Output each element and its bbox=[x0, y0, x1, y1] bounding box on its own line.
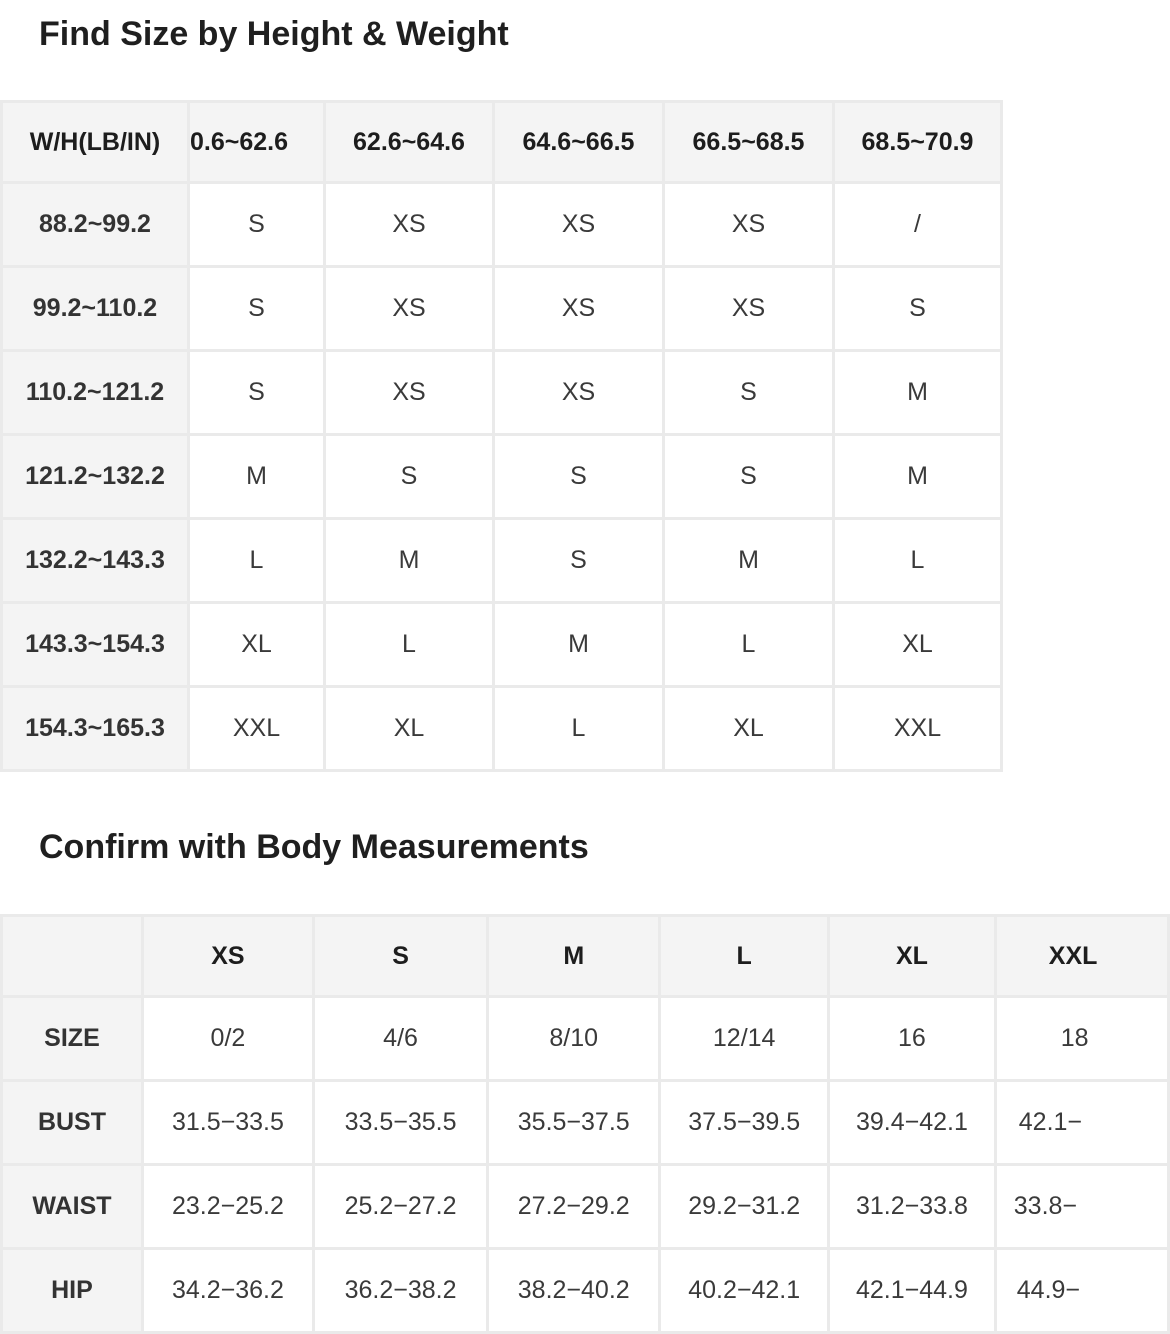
size-cell: XXL bbox=[835, 688, 1003, 772]
height-header: 68.5~70.9 bbox=[835, 100, 1003, 184]
body-measurements-table-container bbox=[0, 914, 1098, 1333]
body-measurements-table bbox=[0, 914, 1170, 1334]
size-header: XS bbox=[144, 914, 315, 998]
size-cell: L bbox=[190, 520, 326, 604]
size-cell: M bbox=[835, 352, 1003, 436]
size-cell: M bbox=[495, 604, 665, 688]
size-cell: S bbox=[835, 268, 1003, 352]
size-cell: S bbox=[326, 436, 495, 520]
measurement-cell: 35.5−37.5 bbox=[489, 1082, 661, 1166]
height-weight-table-container bbox=[0, 100, 1000, 774]
corner-header bbox=[0, 914, 144, 998]
measurement-cell: 40.2−42.1 bbox=[661, 1250, 830, 1334]
measurement-cell: 29.2−31.2 bbox=[661, 1166, 830, 1250]
size-cell: M bbox=[326, 520, 495, 604]
size-cell: XS bbox=[495, 268, 665, 352]
size-cell: S bbox=[190, 268, 326, 352]
height-header: 66.5~68.5 bbox=[665, 100, 835, 184]
table-header-row bbox=[0, 914, 1170, 998]
size-cell: S bbox=[495, 520, 665, 604]
size-cell: M bbox=[665, 520, 835, 604]
section-title-body-measurements: Confirm with Body Measurements bbox=[39, 828, 589, 866]
size-cell: XL bbox=[190, 604, 326, 688]
height-header: 62.6~64.6 bbox=[326, 100, 495, 184]
table-row bbox=[0, 352, 1003, 436]
size-cell: S bbox=[190, 352, 326, 436]
table-row bbox=[0, 998, 1170, 1082]
table-row bbox=[0, 604, 1003, 688]
size-cell: XS bbox=[665, 268, 835, 352]
measurement-cell: 12/14 bbox=[661, 998, 830, 1082]
measurement-cell: 39.4−42.1 bbox=[830, 1082, 997, 1166]
measurement-label: HIP bbox=[0, 1250, 144, 1334]
measurement-cell: 36.2−38.2 bbox=[315, 1250, 489, 1334]
section-title-height-weight: Find Size by Height & Weight bbox=[39, 15, 509, 53]
size-cell: XS bbox=[326, 184, 495, 268]
weight-label: 132.2~143.3 bbox=[0, 520, 190, 604]
table-row bbox=[0, 268, 1003, 352]
measurement-cell: 33.5−35.5 bbox=[315, 1082, 489, 1166]
size-header: M bbox=[489, 914, 661, 998]
size-cell: XL bbox=[326, 688, 495, 772]
measurement-label: BUST bbox=[0, 1082, 144, 1166]
size-header: S bbox=[315, 914, 489, 998]
weight-label: 99.2~110.2 bbox=[0, 268, 190, 352]
size-header: XXL bbox=[997, 914, 1170, 998]
size-cell: XS bbox=[665, 184, 835, 268]
measurement-cell: 16 bbox=[830, 998, 997, 1082]
measurement-cell: 27.2−29.2 bbox=[489, 1166, 661, 1250]
size-cell: S bbox=[665, 436, 835, 520]
size-cell: L bbox=[665, 604, 835, 688]
size-cell: XS bbox=[495, 184, 665, 268]
size-cell: XS bbox=[495, 352, 665, 436]
measurement-cell: 44.9− bbox=[997, 1250, 1170, 1334]
table-row bbox=[0, 1082, 1170, 1166]
size-cell: M bbox=[835, 436, 1003, 520]
measurement-cell: 42.1−44.9 bbox=[830, 1250, 997, 1334]
size-cell: S bbox=[190, 184, 326, 268]
size-header: XL bbox=[830, 914, 997, 998]
size-cell: XS bbox=[326, 352, 495, 436]
height-header: 64.6~66.5 bbox=[495, 100, 665, 184]
corner-header: W/H(LB/IN) bbox=[0, 100, 190, 184]
size-cell: XS bbox=[326, 268, 495, 352]
measurement-cell: 8/10 bbox=[489, 998, 661, 1082]
measurement-cell: 0/2 bbox=[144, 998, 315, 1082]
table-row bbox=[0, 436, 1003, 520]
weight-label: 110.2~121.2 bbox=[0, 352, 190, 436]
measurement-cell: 34.2−36.2 bbox=[144, 1250, 315, 1334]
size-cell: L bbox=[326, 604, 495, 688]
weight-label: 154.3~165.3 bbox=[0, 688, 190, 772]
measurement-cell: 42.1− bbox=[997, 1082, 1170, 1166]
size-cell: / bbox=[835, 184, 1003, 268]
measurement-cell: 31.5−33.5 bbox=[144, 1082, 315, 1166]
size-cell: S bbox=[665, 352, 835, 436]
size-cell: M bbox=[190, 436, 326, 520]
size-cell: L bbox=[835, 520, 1003, 604]
measurement-cell: 31.2−33.8 bbox=[830, 1166, 997, 1250]
measurement-cell: 38.2−40.2 bbox=[489, 1250, 661, 1334]
measurement-cell: 25.2−27.2 bbox=[315, 1166, 489, 1250]
size-cell: XXL bbox=[190, 688, 326, 772]
measurement-label: SIZE bbox=[0, 998, 144, 1082]
measurement-cell: 4/6 bbox=[315, 998, 489, 1082]
measurement-label: WAIST bbox=[0, 1166, 144, 1250]
measurement-cell: 18 bbox=[997, 998, 1170, 1082]
measurement-cell: 33.8− bbox=[997, 1166, 1170, 1250]
size-cell: XL bbox=[835, 604, 1003, 688]
weight-label: 121.2~132.2 bbox=[0, 436, 190, 520]
table-row bbox=[0, 1250, 1170, 1334]
table-row bbox=[0, 520, 1003, 604]
size-cell: XL bbox=[665, 688, 835, 772]
table-row bbox=[0, 184, 1003, 268]
weight-label: 88.2~99.2 bbox=[0, 184, 190, 268]
table-header-row bbox=[0, 100, 1003, 184]
height-header: 0.6~62.6 bbox=[190, 100, 326, 184]
table-row bbox=[0, 688, 1003, 772]
size-cell: L bbox=[495, 688, 665, 772]
height-weight-size-table bbox=[0, 100, 1003, 772]
size-cell: S bbox=[495, 436, 665, 520]
measurement-cell: 37.5−39.5 bbox=[661, 1082, 830, 1166]
size-header: L bbox=[661, 914, 830, 998]
table-row bbox=[0, 1166, 1170, 1250]
measurement-cell: 23.2−25.2 bbox=[144, 1166, 315, 1250]
weight-label: 143.3~154.3 bbox=[0, 604, 190, 688]
